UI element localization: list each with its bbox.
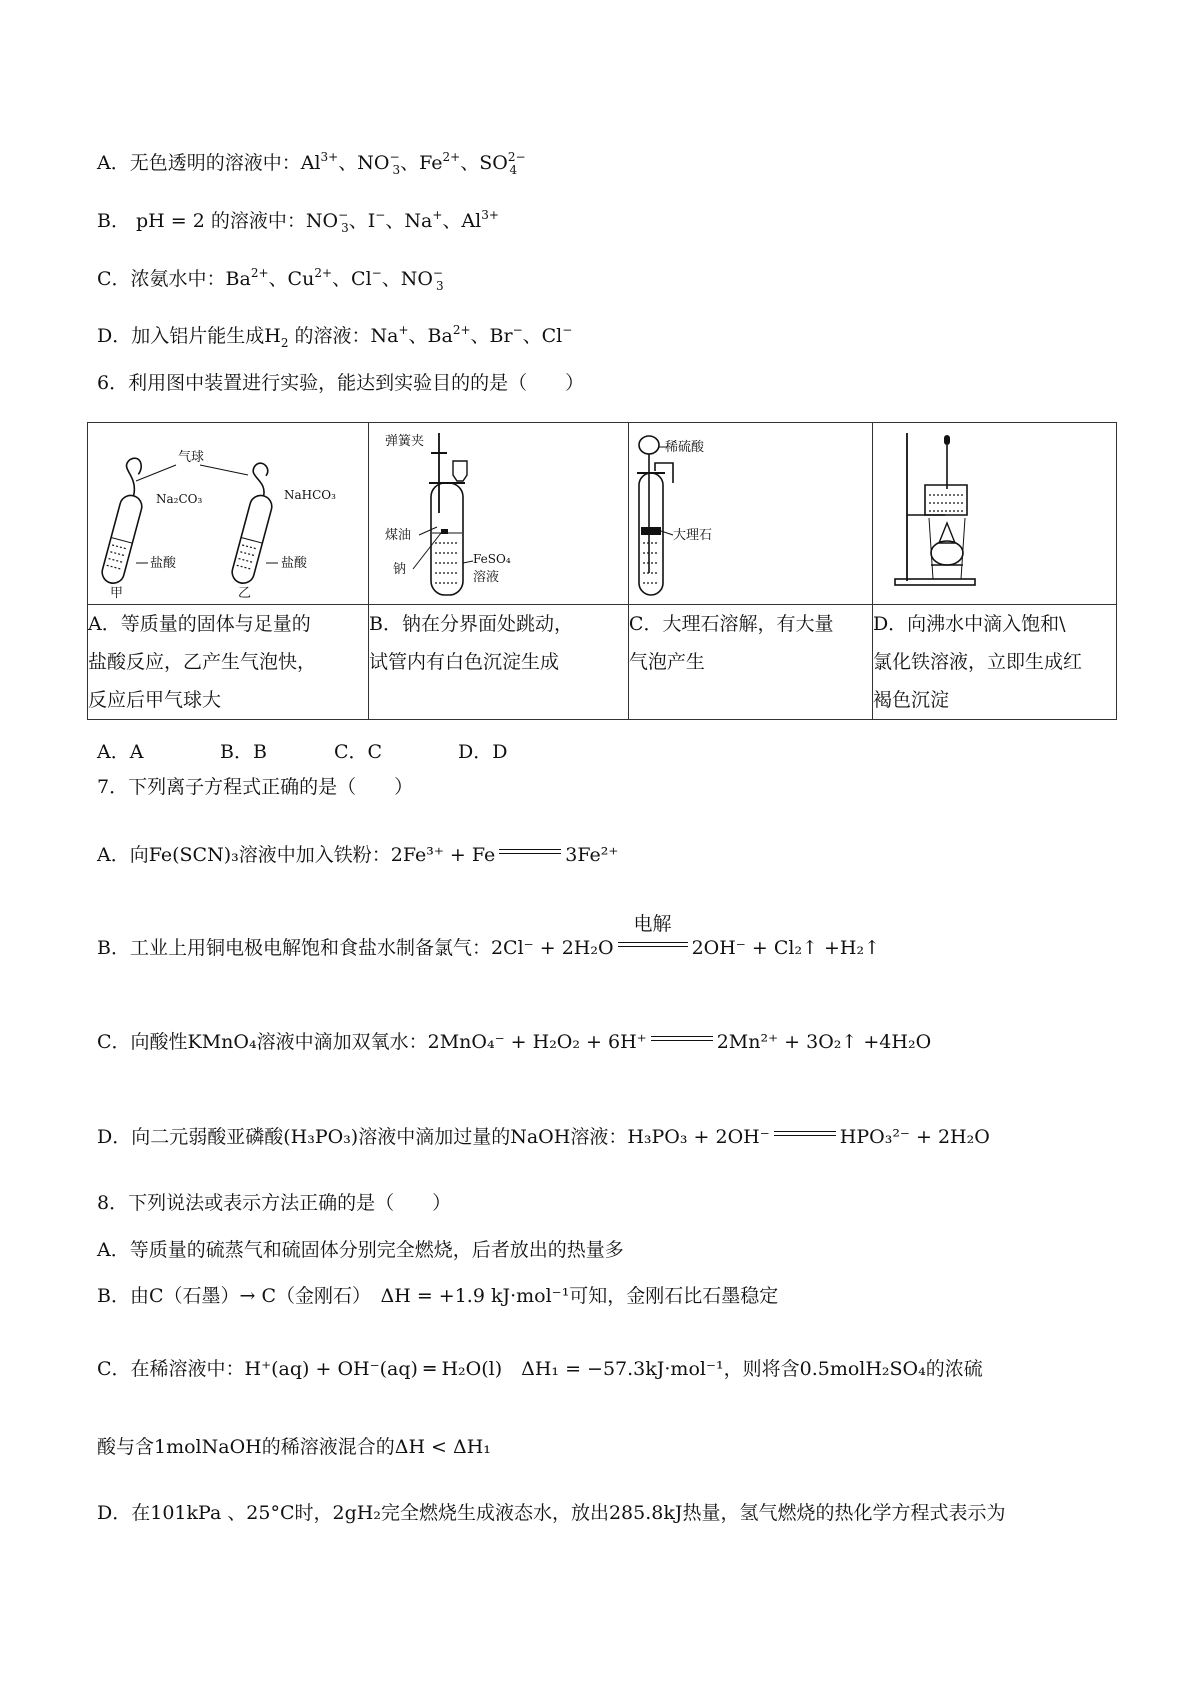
q7-option-b [97,913,881,961]
q7-c-lhs: 2MnO₄⁻ + H₂O₂ + 6H⁺ [427,1031,647,1053]
q5-option-d [97,323,572,349]
q6-d-line3: 褐色沉淀 [872,689,949,711]
q7-d-prefix: D．向二元弱酸亚磷酸(H₃PO₃)溶液中滴加过量的NaOH溶液： [97,1126,628,1148]
q6-choice-b[interactable]: B．B [220,741,267,763]
q6-figure-a [88,423,369,605]
q6-figure-d [872,423,1116,605]
q7-c-rhs: 2Mn²⁺ + 3O₂↑ +4H₂O [716,1031,932,1053]
label-hcl-1: 盐酸 [150,556,177,571]
q7-option-d [97,1124,990,1150]
q8-option-d: D．在101kPa 、25°C时，2gH₂完全燃烧生成液态水，放出285.8kJ热量，氢气燃烧的热化学方程式表示为 [97,1502,1006,1524]
q5-d-text: D．加入铝片能生成$H_2$ 的溶液：Na+、$Ba^{2+}$、Br−、Cl− [97,323,573,350]
label-jia: 甲 [110,586,124,601]
q6-caption-d [872,605,1116,720]
q6-a-line1: A．等质量的固体与足量的 [88,613,311,635]
label-sodium: 钠 [393,562,407,577]
q8-option-c-line2: 酸与含1molNaOH的稀溶液混合的ΔH < ΔH₁ [97,1436,491,1458]
q7-b-condition: 电解 [633,913,672,935]
q7-option-c [97,1029,931,1055]
q6-caption-a [88,605,369,720]
q7-d-equals [774,1130,836,1140]
label-yi: 乙 [238,586,252,601]
label-na2co3: Na₂CO₃ [156,492,203,506]
q5-a-prefix: A．无色透明的溶液中： [97,152,301,174]
q6-c-line2: 气泡产生 [628,651,705,673]
q7-b-lhs: 2Cl⁻ + 2H₂O [490,937,614,959]
q5-option-b [97,208,499,234]
q7-c-prefix: C．向酸性KMnO₄溶液中滴加双氧水： [97,1031,428,1053]
q7-a-equals [499,848,561,858]
q6-choice-a[interactable]: A．A [97,741,144,763]
q6-d-line2: 氯化铁溶液，立即生成红 [872,651,1082,673]
q6-b-line2: 试管内有白色沉淀生成 [369,651,560,673]
q5-c-ions: $Ba^{2+}$、$Cu^{2+}$、Cl−、$NO^-_3$ [225,266,444,293]
label-marble: 大理石 [672,528,712,543]
q5-option-a [97,150,526,177]
q8-option-c-line1: C．在稀溶液中：H⁺(aq) + OH⁻(aq) ═ H₂O(l) ΔH₁ = −57.3kJ·mol⁻¹，则将含0.5molH₂SO₄的浓硫 [97,1358,983,1380]
q5-option-c [97,266,444,292]
q6-b-line1: B．钠在分界面处跳动， [369,613,573,635]
q7-b-equals [618,913,688,951]
label-hcl-2: 盐酸 [281,556,308,571]
label-spring-clip: 弹簧夹 [385,434,425,449]
label-nahco3: NaHCO₃ [284,488,336,502]
q6-choice-c[interactable]: C．C [334,741,383,763]
q6-caption-c [628,605,872,720]
q6-choices [97,739,507,765]
label-solution: 溶液 [473,570,500,585]
q8-option-b: B．由C（石墨）→ C（金刚石） ΔH = +1.9 kJ·mol⁻¹可知，金刚石比石墨稳定 [97,1285,779,1307]
label-dilute-h2so4: 稀硫酸 [664,440,704,455]
q5-c-prefix: C．浓氨水中： [97,268,226,290]
q8-stem: 8．下列说法或表示方法正确的是（ ） [97,1192,452,1214]
q7-option-a [97,842,618,868]
q6-a-line3: 反应后甲气球大 [88,689,222,711]
q6-choice-d[interactable]: D．D [458,741,508,763]
q7-c-equals [651,1035,713,1045]
q7-b-rhs: 2OH⁻ + Cl₂↑ +H₂↑ [691,937,881,959]
label-feso4: FeSO₄ [473,552,511,566]
q5-b-text: B． pH = 2 的溶液中：$NO^-_3$、I−、Na+、$Al^{3+}$ [97,208,499,235]
q6-caption-b [369,605,629,720]
q7-d-rhs: HPO₃²⁻ + 2H₂O [839,1126,990,1148]
q6-stem: 6．利用图中装置进行实验，能达到实验目的的是（ ） [97,372,585,394]
q6-c-line1: C．大理石溶解，有大量 [628,613,834,635]
label-kerosene: 煤油 [385,528,412,543]
label-balloon: 气球 [178,450,205,465]
q6-a-line2: 盐酸反应，乙产生气泡快， [88,651,317,673]
q7-a-lhs: 2Fe³⁺ + Fe [390,844,496,866]
q7-a-rhs: 3Fe²⁺ [565,844,619,866]
q8-option-a: A．等质量的硫蒸气和硫固体分别完全燃烧，后者放出的热量多 [97,1239,624,1261]
q6-experiment-table [87,422,1117,720]
q5-a-ions: $Al^{3+}$、$NO^-_3$、$Fe^{2+}$、$SO^{2-}_4$ [300,150,526,177]
q6-d-line1: D．向沸水中滴入饱和\ [872,613,1066,635]
q6-figure-b [369,423,629,605]
q7-b-prefix: B．工业上用铜电极电解饱和食盐水制备氯气： [97,937,491,959]
q7-stem: 7．下列离子方程式正确的是（ ） [97,776,414,798]
q7-d-lhs: H₃PO₃ + 2OH⁻ [627,1126,770,1148]
q6-figure-c [628,423,872,605]
q7-a-prefix: A．向Fe(SCN)₃溶液中加入铁粉： [97,844,391,866]
